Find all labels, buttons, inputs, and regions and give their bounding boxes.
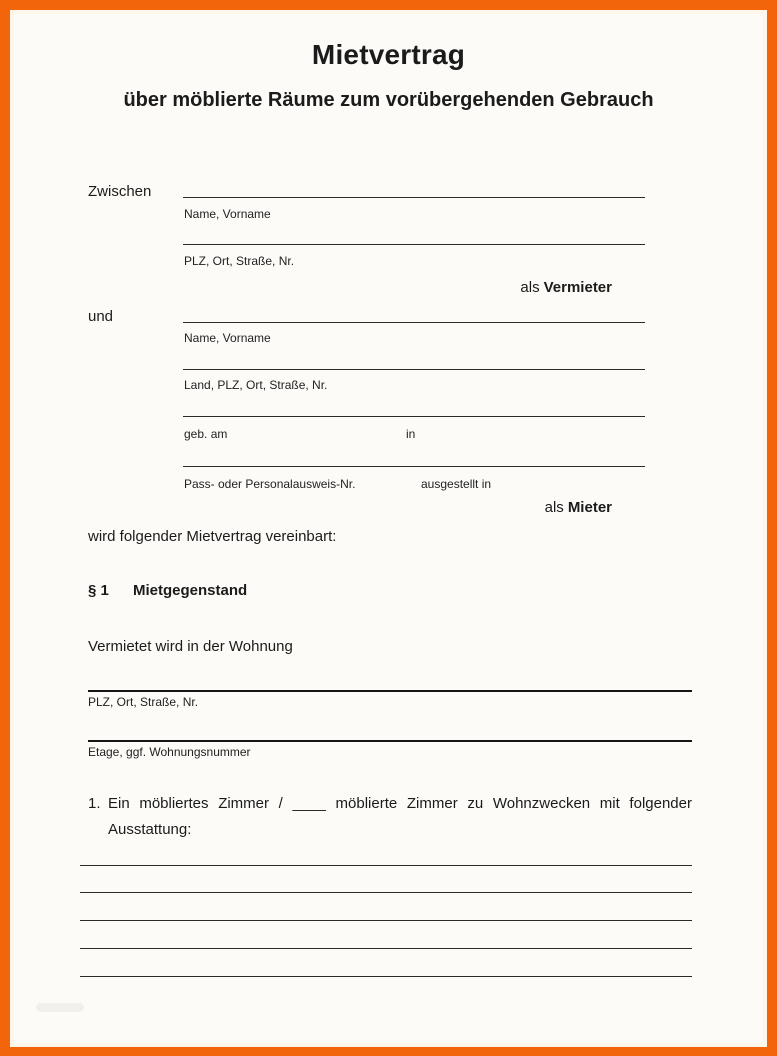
party-connector-label: und [88,308,114,325]
tenant-role-name: Mieter [567,499,612,516]
apartment-floor-field[interactable] [88,740,692,742]
list-item-1-text-line2: Ausstattung: [108,821,192,838]
landlord-address-field[interactable] [183,244,645,245]
writing-line-2[interactable] [80,892,692,893]
tenant-address-field[interactable] [183,369,645,370]
apartment-address-field[interactable] [88,690,692,692]
tenant-name-field[interactable] [183,322,645,323]
writing-line-4[interactable] [80,948,692,949]
list-item-1 [88,791,692,843]
tenant-name-caption: Name, Vorname [184,331,271,345]
list-item-1-text: Ein möbliertes Zimmer / ____ möblierte Zimmer zu Wohnzwecken mit folgender [108,795,692,812]
landlord-name-field[interactable] [183,197,645,198]
agreement-intro: wird folgender Mietvertrag vereinbart: [88,528,337,545]
tenant-passport-field[interactable] [183,466,645,467]
list-item-1-number: 1. [88,795,101,812]
document-title: Mietvertrag [311,39,466,70]
section-1-lead: Vermietet wird in der Wohnung [88,638,293,655]
writing-line-5[interactable] [80,976,692,977]
landlord-name-caption: Name, Vorname [184,207,271,221]
writing-line-3[interactable] [80,920,692,921]
tenant-birth-field[interactable] [183,416,645,417]
party-intro-label: Zwischen [88,183,152,200]
apartment-floor-caption: Etage, ggf. Wohnungsnummer [88,745,251,759]
landlord-role-name: Vermieter [543,279,612,296]
landlord-role-prefix: als [520,279,540,296]
writing-line-1[interactable] [80,865,692,866]
landlord-address-caption: PLZ, Ort, Straße, Nr. [184,254,295,268]
apartment-address-caption: PLZ, Ort, Straße, Nr. [88,695,199,709]
tenant-role-line [545,498,612,518]
section-1-heading [88,581,247,601]
landlord-role-line [520,278,612,298]
tenant-birthdate-caption: geb. am [184,427,228,441]
tenant-birthplace-caption: in [406,427,416,441]
faint-watermark [36,1003,84,1012]
document-subtitle: über möblierte Räume zum vorübergehenden Gebrauch [123,89,654,111]
tenant-passport-issued-caption: ausgestellt in [421,477,492,491]
tenant-role-prefix: als [544,499,564,516]
tenant-passport-caption: Pass- oder Personalausweis-Nr. [184,477,356,491]
tenant-address-caption: Land, PLZ, Ort, Straße, Nr. [184,378,328,392]
section-1-title: Mietgegenstand [133,582,248,599]
section-1-number: § 1 [88,582,109,599]
